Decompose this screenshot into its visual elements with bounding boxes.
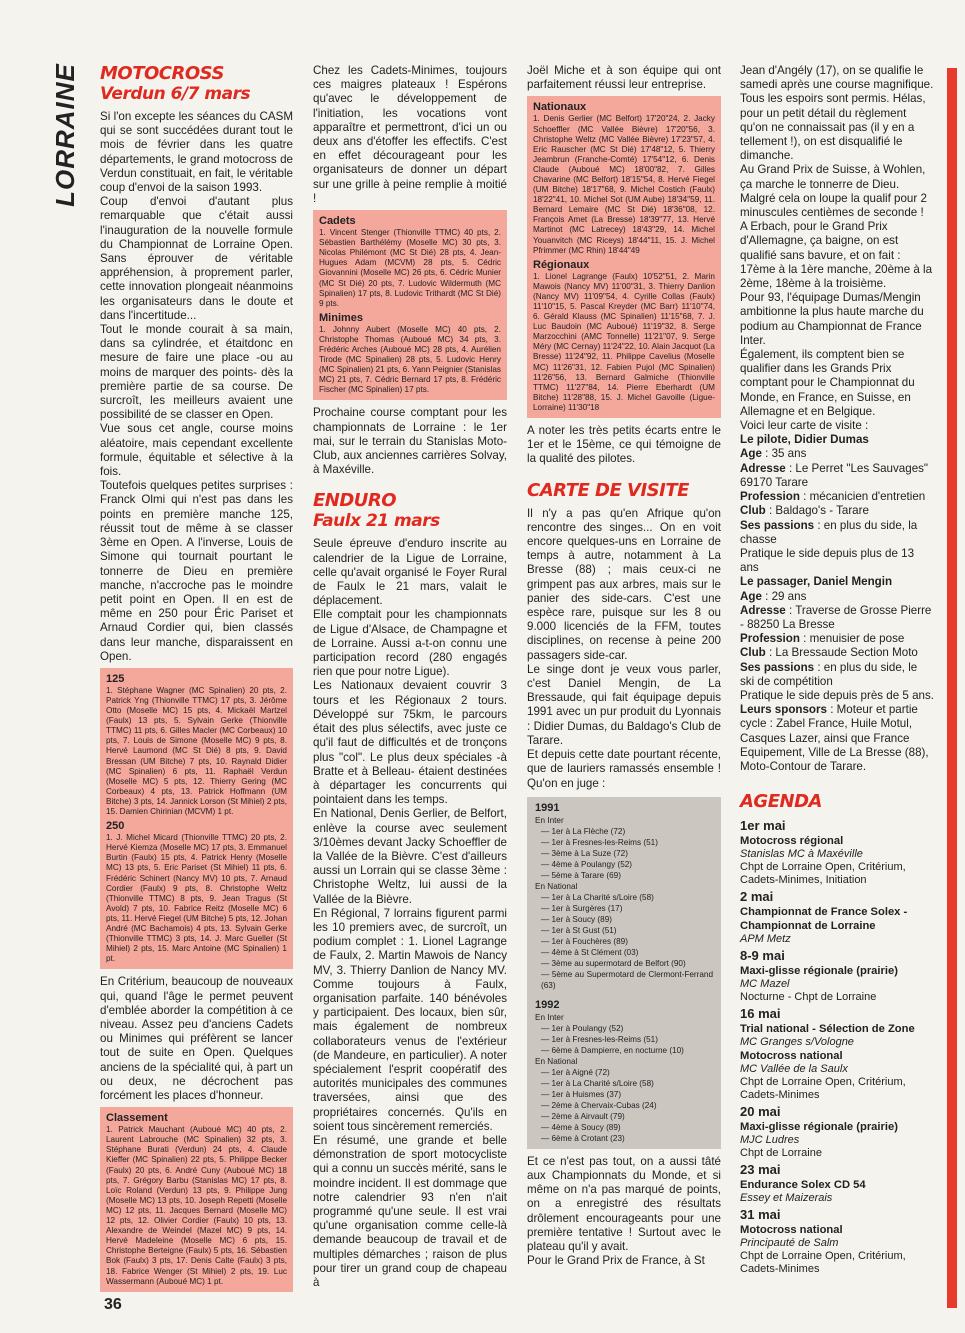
agenda-org: MC Mazel	[740, 978, 790, 991]
paragraph: Et ce n'est pas tout, on a aussi tâté aux Championnats du Monde, et si même on n'a pas marqué de points, on a enregistré des résultats drôlement encourageants pour une première tentative ! Surtout avec le plateau qu'il y avait.	[527, 1154, 721, 1253]
agenda-date: 2 mai	[740, 889, 774, 905]
paragraph: Voici leur carte de visite :	[740, 419, 869, 433]
results-box-enduro	[527, 96, 721, 418]
paragraph: Elle comptait pour les championnats de Ligue d'Alsace, de Champagne et de Lorraine. Aussi a-t-on connu une participation record (280 engagés rien que pour notre Ligue).	[313, 608, 507, 679]
motocross-subtitle: Verdun 6/7 mars	[100, 84, 251, 104]
box-text: 1. Vincent Stenger (Thionville TTMC) 40 pts, 2. Sébastien Barthélémy (Moselle MC) 30 pts, 3. Nicolas Philémont (MC St Dié) 28 pts, 4. Jean-Hugues Adam (MCVM) 28 pts, 5. Cédric Giovannini (Moselle MC) 26 pts, 6. Cédric Munier (MC St Dié) 20 pts, 7. Ludovic Wildermuth (MC Spinalien) 17 pts, 8. Ludovic Trithardt (MC St Dié) 9 pts.	[319, 228, 501, 308]
palmares-item: — 1er à Soucy (89)	[541, 914, 612, 924]
pilote-line	[740, 504, 934, 518]
box-text: 1. J. Michel Micard (Thionville TTMC) 20 pts, 2. Hervé Kiemza (Moselle MC) 17 pts, 3. Emmanuel Burtin (Faulx) 15 pts, 4. Patrick Henry (Moselle MC) 13 pts, 5. Eric Pariset (St Mihiel) 11 pts, 6. Frédéric Schinert (Nancy MV) 10 pts, 7. Arnaud Cordier (Faulx) 9 pts, 8. Christophe Weltz (Thionville TTMC) 8 pts, 9. Jean Tragus (St Avold) 7 pts, 10. Fabrice Reitz (Moselle MC) 6 pts, 11. Hervé Fiegel (UM Bitche) 5 pts, 12. Johan André (MC Bachamois) 4 pts, 13. Sylvain Gerke (Thionville TTMC) 3 pts, 14. J. Marc Gueller (St Mihiel) 2 pts, 15. Marc Antoine (MC Spinalien) 1 pt.	[106, 833, 287, 964]
agenda-item	[740, 1006, 934, 1049]
agenda-org: MC Granges s/Vologne	[740, 1036, 854, 1049]
agenda-detail: Chpt de Lorraine Open, Critérium, Cadets-Minimes, Initiation	[740, 861, 906, 887]
palmares-section: En National	[535, 881, 578, 891]
paragraph: En résumé, une grande et belle démonstration de sport motocycliste qui a connu un succès mérité, sans le moindre incident. Il est dommage que notre calendrier 93 n'en n'ait programmé qu'une seule. Il est vrai qu'une organisation comme celle-là demande beaucoup de travail et de multiples démarches ; raison de plus pour tirer un grand coup de chapeau à	[313, 1133, 507, 1290]
agenda-event: Motocross régional	[740, 835, 844, 848]
agenda-event: Endurance Solex CD 54	[740, 1179, 866, 1192]
agenda-detail: Nocturne - Chpt de Lorraine	[740, 991, 877, 1004]
passager-heading: Le passager, Daniel Mengin	[740, 575, 893, 589]
palmares-item: — 4ème à St Clément (03)	[541, 947, 639, 957]
year-1992: 1992	[535, 998, 560, 1011]
field-value: : Baldago's - Tarare	[765, 504, 869, 518]
section-label-text: LORRAINE	[50, 63, 80, 207]
agenda-event: Trial national - Sélection de Zone	[740, 1023, 915, 1036]
paragraph: Pour 93, l'équipage Dumas/Mengin ambitionne la plus haute marche du podium au Championnat de France Inter.	[740, 291, 924, 347]
agenda-date: 20 mai	[740, 1104, 781, 1120]
agenda-detail: Chpt de Lorraine Open, Critérium, Cadets-Minimes	[740, 1250, 906, 1276]
field-value: : Moteur et partie cycle : Zabel France, Huile Motul, Casques Lazer, ainsi que France Equipement, Ville de La Bresse (88), Moto-Contour de Tarare.	[740, 703, 929, 773]
palmares-section: En National	[535, 1056, 578, 1066]
palmares-item: — 1er à Fresnes-les-Reims (51)	[541, 1034, 658, 1044]
palmares-item: — 1er à La Charité s/Loire (58)	[541, 1078, 654, 1088]
palmares-item: — 1er à Poulangy (52)	[541, 1023, 624, 1033]
box-title: Classement	[106, 1112, 168, 1125]
field-label: Ses passions	[740, 660, 815, 674]
paragraph: Il n'y a pas qu'en Afrique qu'on rencontre des singes... On en voit encore quelques-uns en Lorraine de temps à autre, notamment à La Bresse (88) ; mais ceux-ci ne grimpent pas aux arbres, mais sur le panier des side-cars. C'est une espèce rare, puisque sur les 8 ou 9.000 licenciés de la FFM, toutes disciplines, on recense à peine 200 passagers side-car.	[527, 506, 721, 662]
box-title: 250	[106, 820, 125, 833]
passager-line	[740, 604, 934, 632]
palmares-item: — 3ème au supermotard de Belfort (90)	[541, 958, 686, 968]
passager-line	[740, 632, 934, 646]
results-box-125-250	[100, 668, 293, 969]
palmares-box	[527, 797, 721, 1149]
agenda-event: Motocross national	[740, 1050, 843, 1063]
box-text: 1. Johnny Aubert (Moselle MC) 40 pts, 2. Christophe Thomas (Auboué MC) 34 pts, 3. Frédéric Arches (Auboué MC) 28 pts, 4. Aurélien Tirode (MC Spinalien) 28 pts, 5. Ludovic Henry (MC Spinalien) 21 pts, 6. Yann Peignier (Stanislas MC) 21 pts, 7. Cédric Bernard 17 pts, 8. Frédéric Fischer (MC Spinalien) 17 pts.	[319, 324, 501, 395]
field-label: Profession	[740, 632, 800, 646]
motocross-title: MOTOCROSS	[100, 63, 224, 84]
paragraph: Vue sous cet angle, course moins aléatoire, mais cependant excellente formule, équitable et sélective à la fois.	[100, 422, 293, 479]
field-label: Adresse	[740, 603, 786, 617]
passager-line	[740, 646, 934, 660]
pilote-line	[740, 447, 934, 461]
agenda-item	[740, 1162, 934, 1205]
paragraph: Au Grand Prix de Suisse, à Wohlen, ça marche le tonnerre de Dieu. Malgré cela on loupe la qualif pour 2 minuscules centièmes de seconde !	[740, 163, 927, 220]
agenda-title: AGENDA	[740, 791, 822, 813]
pilote-line	[740, 490, 934, 504]
agenda-date: 8-9 mai	[740, 948, 785, 964]
field-value: : en plus du side, la chasse	[740, 518, 918, 546]
agenda-event: Maxi-glisse régionale (prairie)	[740, 965, 898, 978]
paragraph: A Erbach, pour le Grand Prix d'Allemagne, ça baigne, on est qualifié sans bavure, et on fait : 17ème à la 1ère manche, 20ème à la 2ème, 18ème à la troisième.	[740, 220, 933, 291]
agenda-org: Principauté de Salm	[740, 1237, 839, 1250]
agenda-item	[740, 1049, 934, 1102]
box-text: 1. Stéphane Wagner (MC Spinalien) 20 pts, 2. Patrick Yng (Thionville TTMC) 17 pts, 3. Jérôme Otto (Moselle MC) 15 pts, 4. Mickaël Martzel (Faulx) 13 pts, 5. Sylvain Gerke (Thionville TTMC) 11 pts, 6. Gilles Macler (MC Corbeaux) 10 pts, 7. Louis de Simone (Moselle MC) 9 pts, 8. Hervé Laumond (MC St Dié) 8 pts, 9. David Bressan (UM Bitche) 7 pts, 10. Raynald Didier (MC Spinalien) 6 pts, 11. Raphaël Verdun (Moselle MC) 5 pts, 12. Thierry Gering (MC Corbeaux) 4 pts, 13. Patrick Hoffmann (UM Bitche) 3 pts, 14. Jannick Lorson (St Mihiel) 2 pts, 15. Damien Chirinian (MCVM) 1 pt.	[106, 685, 287, 817]
agenda-date: 1er mai	[740, 818, 786, 834]
palmares-item: — 1er à St Gust (51)	[541, 925, 617, 935]
paragraph: Pratique le side depuis près de 5 ans.	[740, 688, 934, 702]
agenda-event: Maxi-glisse régionale (prairie)	[740, 1121, 898, 1134]
paragraph: Jean d'Angély (17), on se qualifie le samedi après une course magnifique. Tous les espoirs sont permis. Hélas, pour un petit détail du règlement qu'on ne connaissait pas (il y en a tellement !), on est disqualifié le dimanche.	[740, 64, 934, 163]
agenda-org: APM Metz	[740, 933, 791, 946]
pilote-line	[740, 462, 934, 490]
palmares-item: — 1er à Surgères (17)	[541, 903, 623, 913]
column-1	[100, 64, 293, 1298]
paragraph: Seule épreuve d'enduro inscrite au calendrier de la Ligue de Lorraine, celle qu'avait organisé le Foyer Rural de Faulx le 21 mars, valait le déplacement.	[313, 537, 507, 608]
agenda-item	[740, 818, 934, 887]
agenda-detail: Chpt de Lorraine Open, Critérium, Cadets-Minimes	[740, 1076, 906, 1102]
field-value: : 35 ans	[761, 447, 807, 461]
agenda-date: 16 mai	[740, 1006, 781, 1022]
field-label: Age	[740, 447, 762, 461]
agenda-date: 31 mai	[740, 1207, 781, 1223]
field-value: : en plus du side, le ski de compétition	[740, 660, 918, 688]
paragraph: En National, Denis Gerlier, de Belfort, enlève la course avec seulement 3/10èmes devant Jacky Schoeffler de la Vallée de la Bièvre. C'est d'ailleurs aussi un Lorrain qui se classe 3ème : Christophe Weltz, lui aussi de la Vallée de la Bièvre.	[313, 807, 507, 906]
palmares-item: — 4ème à Soucy (89)	[541, 1122, 621, 1132]
palmares-item: — 6ème à Dampierre, en nocturne (10)	[541, 1045, 684, 1055]
palmares-item: — 1er à Aigné (72)	[541, 1067, 610, 1077]
paragraph: Les Nationaux devaient couvrir 3 tours et les Régionaux 2 tours. Développé sur 75km, le parcours était des plus sélectifs, avec juste ce qu'il faut de difficultés et de tronçons plus "col". Le plus deux spéciales -à Bratte et à Belleau- étaient destinées à départager les concurrents qui pointaient dans les temps.	[313, 679, 507, 807]
agenda-event: Motocross national	[740, 1224, 843, 1237]
agenda-event: Championnat de France Solex - Championnat de Lorraine	[740, 906, 908, 933]
passager-line	[740, 661, 934, 689]
agenda-org: MC Vallée de la Saulx	[740, 1063, 848, 1076]
column-2	[313, 64, 507, 1290]
year-1991: 1991	[535, 801, 560, 814]
column-4	[740, 64, 934, 1276]
results-box-cadets-minimes	[313, 210, 507, 400]
palmares-item: — 3ème à La Suze (72)	[541, 848, 628, 858]
box-text: 1. Lionel Lagrange (Faulx) 10'52"51, 2. Marin Mawois (Nancy MV) 11'00"31, 3. Thierry Danlion (Nancy MV) 11'09"54, 4. Cyrille Collas (Faulx) 11'10"15, 5. Pascal Kreyder (MC Barr) 11'10"74, 6. Gérald Klauss (MC Spinalien) 11'15"68, 7. J. Luc Baudoin (MC Auboué) 11'19"32, 8. Serge Marzocchini (AMC Tonnelle) 11'21"07, 9. Serge Méry (MC Cernay) 11'24"22, 10. Alain Jacquot (La Bresse) 11'24"92, 11. Philippe Cavelius (Moselle MC) 11'26"31, 12. Fabien Pujol (MC Spinalien) 11'26"56, 13. Bernard Galmiche (Thionville TTMC) 11'27"84, 14. Pierre Eberhardt (UM Bitche) 11'28"88, 15. J. Michel Gavoille (Ligue-Lorraine) 11'30"18	[533, 271, 715, 412]
paragraph: Prochaine course comptant pour les championnats de Lorraine : le 1er mai, sur le terrain du Stanislas Moto-Club, aux anciennes carrières Solvay, à Maxéville.	[313, 406, 507, 477]
paragraph: Joël Miche et à son équipe qui ont parfaitement réussi leur entreprise.	[527, 64, 721, 92]
palmares-item: — 1er à Fresnes-les-Reims (51)	[541, 837, 658, 847]
paragraph: Le singe dont je veux vous parler, c'est Daniel Mengin, de La Bressaude, qui fait équipage depuis 1991 avec un pur produit du Lyonnais : Didier Dumas, du Baldago's Club de Tarare.	[527, 662, 721, 747]
field-label: Ses passions	[740, 518, 815, 532]
field-label: Age	[740, 589, 762, 603]
box-text: 1. Patrick Mauchant (Auboué MC) 40 pts, 2. Laurent Labrouche (MC Spinalien) 32 pts, 3. Stéphane Burati (Verdun) 24 pts, 4. Claude Kieffer (MC Spinalien) 22 pts, 5. Philippe Becker (Faulx) 20 pts, 6. André Cuny (Auboué MC) 18 pts, 7. Grégory Barbu (Stanislas MC) 17 pts, 8. Loïc Roland (Verdun) 13 pts, 9. Philippe Jung (Moselle MC) 13 pts, 10. Joseph Repetti (Moselle MC) 12 pts, 11. Jacques Bernard (Moselle MC) 12 pts, 12. Olivier Cordier (Faulx) 10 pts, 13. Alexandre de Weindel (Mazel MC) 9 pts, 14. Hervé Madeleine (Moselle MC) 6 pts, 15. Christophe Berteigne (Faulx) 5 pts, 16. Sébastien Bok (Faulx) 3 pts, 17. Denis Calte (Faulx) 3 pts, 18. Fabrice Wenger (St Mihiel) 2 pts, 19. Luc Wassermann (Auboué MC) 1 pt.	[106, 1125, 287, 1286]
palmares-item: — 5ème à Tarare (69)	[541, 870, 621, 880]
agenda-item	[740, 948, 934, 1004]
palmares-section: En Inter	[535, 1012, 564, 1022]
results-box-classement	[100, 1107, 293, 1292]
paragraph: Si l'on excepte les séances du CASM qui se sont succédées durant tout le mois de février dans les quatre départements, le grand motocross de Verdun constituait, en fait, le véritable coup d'envoi de la saison 1993.	[100, 110, 293, 195]
paragraph: En Critérium, beaucoup de nouveaux qui, quand l'âge le permet peuvent d'emblée aborder la compétition à ce niveau. Assez peu d'anciens Cadets ou Minimes qui préfèrent se lancer tout de suite en Open. Quelques anciens de la spécialité qui, à part un ou deux, ne décrochent pas forcément les places d'honneur.	[100, 975, 293, 1102]
box-title: Cadets	[319, 215, 356, 228]
agenda-org: MJC Ludres	[740, 1134, 800, 1147]
paragraph: En Régional, 7 lorrains figurent parmi les 10 premiers avec, de surcroît, un podium complet : 1. Lionel Lagrange de Faulx, 2. Martin Mawois de Nancy MV, 3. Thierry Danlion de Nancy MV. Comme toujours à Faulx, organisation parfaite. 140 bénévoles y participaient. Des locaux, bien sûr, mais également de nombreux collaborateurs venus de l'extérieur (de Mandeure, en particulier). A noter spécialement l'esprit coopératif des autorités municipales des communes traversées, ainsi que des propriétaires concernés. Qu'ils en soient tous sincèrement remerciés.	[313, 906, 507, 1133]
carte-title: CARTE DE VISITE	[527, 479, 689, 501]
box-title: Minimes	[319, 311, 364, 324]
box-title: Régionaux	[533, 258, 590, 271]
paragraph: Chez les Cadets-Minimes, toujours ces maigres plateaux ! Espérons qu'avec le développement de l'initiation, les vocations vont apparaître et permettront, d'ici un ou deux ans d'étoffer les effectifs. C'est en effet décourageant pour les organisateurs de donner un départ sur une grille à peine remplie à moitié !	[313, 64, 507, 205]
paragraph: Tout le monde courait à sa main, dans sa cylindrée, et étaitdonc en mesure de faire une place -ou au moins de marquer des points- dès la première partie de sa course. De surcroît, les meilleurs avaient une possibilité de se classer en Open.	[100, 323, 293, 422]
paragraph: Toutefois quelques petites surprises : Franck Olmi qui n'est pas dans les points en première manche 125, réussit tout de même à se classer 3ème en Open. A l'inverse, Louis de Simone qui tournait pourtant le tonnerre de Dieu en première manche, n'accroche pas le moindre petit point en Open. Il en est de même en 250 pour Éric Pariset et Arnaud Cordier qui, bien classés dans leur manche, disparaissent en Open.	[100, 479, 293, 663]
paragraph: Pratique le side depuis plus de 13 ans	[740, 546, 915, 575]
paragraph: Également, ils comptent bien se qualifier dans les Grands Prix comptant pour le Championnat du Monde, en France, en Suisse, en Allemagne et en Belgique.	[740, 348, 915, 418]
enduro-title: ENDURO	[313, 490, 397, 512]
box-title: 125	[106, 672, 125, 685]
agenda-item	[740, 1207, 934, 1276]
palmares-item: — 1er à Huismes (37)	[541, 1089, 622, 1099]
palmares-item: — 2ème à Chervaix-Cubas (24)	[541, 1100, 657, 1110]
agenda-org: Stanislas MC à Maxéville	[740, 848, 863, 861]
palmares-item: — 1er à La Flèche (72)	[541, 826, 626, 836]
paragraph: Et depuis cette date pourtant récente, que de lauriers ramassés ensemble ! Qu'on en juge :	[527, 748, 721, 790]
field-value: : Le Perret "Les Sauvages" 69170 Tarare	[740, 461, 929, 489]
field-label: Club	[740, 504, 766, 518]
field-value: : 29 ans	[761, 589, 807, 603]
section-label	[50, 60, 80, 210]
palmares-item: — 1er à Fouchères (89)	[541, 936, 628, 946]
field-label: Leurs sponsors	[740, 703, 827, 717]
agenda-item	[740, 1104, 934, 1160]
paragraph: Coup d'envoi d'autant plus remarquable que c'était aussi l'inauguration de la nouvelle formule du Championnat de Lorraine Open. Sans éprouver de véritable appréhension, à proprement parler, cette innovation plongeait néanmoins les organisateurs dans le doute et dans l'incertitude...	[100, 195, 293, 322]
pilote-heading: Le pilote, Didier Dumas	[740, 433, 869, 447]
red-edge-strip	[947, 68, 957, 1308]
field-label: Adresse	[740, 461, 786, 475]
palmares-item: — 2ème à Airvault (79)	[541, 1111, 625, 1121]
agenda-item	[740, 889, 934, 946]
field-value: : mécanicien d'entretien	[799, 490, 926, 504]
agenda-org: Essey et Maizerais	[740, 1192, 833, 1205]
paragraph: A noter les très petits écarts entre le 1er et le 15ème, ce qui témoigne de la qualité des pilotes.	[527, 424, 721, 466]
sponsors-line	[740, 703, 934, 774]
palmares-item: — 6ème à Crotant (23)	[541, 1133, 625, 1143]
box-text: 1. Denis Gerlier (MC Belfort) 17'20"24, 2. Jacky Schoeffler (MC Vallée Bièvre) 17'20"56, 3. Christophe Weltz (MC Vallée Bièvre) 17'23"57, 4. Eric Rauscher (MC St Dié) 17'48"12, 5. Thierry Jeambrun (Franche-Comté) 17'54"12, 6. Denis Claude (Auboué MC) 18'00"82, 7. Gilles Chavarine (MC Belfort) 18'15"54, 8. Hervé Fiegel (UM Bitche) 18'17"68, 9. Michel Costich (Faulx) 18'22"41, 10. Michel Sot (UM Aube) 18'34"59, 11. Bernard Lemaire (MC St Dié) 18'36"08, 12. François Amet (La Bresse) 18'39"77, 13. Hervé Martinot (MC Latrecey) 18'43"29, 14. Michel Youanvitch (MC Riceys) 18'44"11, 15. J. Michel Pfrimmer (MC Rhin) 18'44"49	[533, 114, 715, 255]
box-title: Nationaux	[533, 101, 587, 114]
field-value: : La Bressaude Section Moto	[765, 646, 918, 660]
palmares-item: — 1er à La Charité s/Loire (58)	[541, 892, 654, 902]
field-value: : menuisier de pose	[799, 632, 905, 646]
field-value: : Traverse de Grosse Pierre - 88250 La Bresse	[740, 603, 932, 631]
pilote-line	[740, 519, 934, 547]
field-label: Profession	[740, 490, 800, 504]
passager-line	[740, 590, 934, 604]
paragraph: Pour le Grand Prix de France, à St	[527, 1254, 705, 1268]
page-number: 36	[104, 1296, 122, 1313]
agenda-detail: Chpt de Lorraine	[740, 1147, 822, 1160]
palmares-section: En Inter	[535, 815, 564, 825]
palmares-item: — 5ème au Supermotard de Clermont-Ferrand (63)	[541, 969, 713, 990]
field-label: Club	[740, 646, 766, 660]
column-3	[527, 64, 721, 1268]
enduro-subtitle: Faulx 21 mars	[313, 511, 440, 532]
agenda-date: 23 mai	[740, 1162, 781, 1178]
palmares-item: — 4ème à Poulangy (52)	[541, 859, 633, 869]
